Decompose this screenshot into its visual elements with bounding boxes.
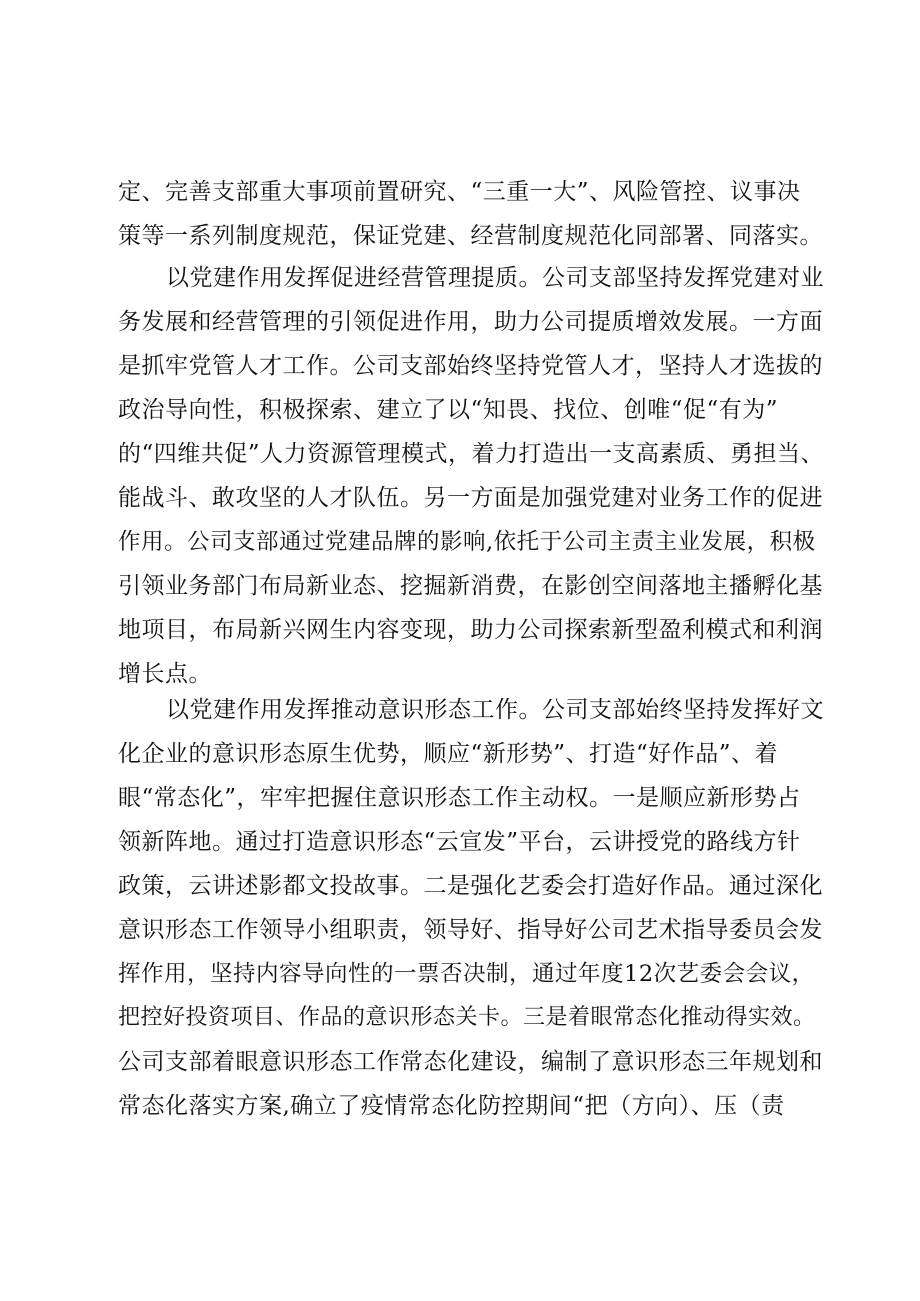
- text-line: 常态化落实方案,确立了疫情常态化防控期间“把（方向）、压（责: [118, 1093, 785, 1119]
- text-line: 政治导向性，积极探索、建立了以“知畏、找位、创唯“促“有为”: [118, 397, 779, 423]
- text-line: 定、完善支部重大事项前置研究、“三重一大”、风险管控、议事决: [118, 179, 801, 205]
- text-line: 领新阵地。通过打造意识形态“云宣发”平台，云讲授党的路线方针: [118, 829, 801, 855]
- paragraph-ideology-work: [118, 688, 828, 1128]
- paragraph-continuation: [118, 170, 828, 258]
- text-line: 意识形态工作领导小组职责，领导好、指导好公司艺术指导委员会发: [118, 917, 823, 943]
- text-line: 以党建作用发挥推动意识形态工作。公司支部始终坚持发挥好文: [166, 697, 824, 723]
- text-line: 能战斗、敢攻坚的人才队伍。另一方面是加强党建对业务工作的促进: [118, 485, 823, 511]
- text-line: 策等一系列制度规范，保证党建、经营制度规范化同部署、同落实。: [118, 223, 823, 249]
- text-line: 务发展和经营管理的引领促进作用，助力公司提质增效发展。一方面: [118, 309, 823, 335]
- text-line: 地项目，布局新兴网生内容变现，助力公司探索新型盈利模式和利润: [118, 617, 823, 643]
- text-line: 把控好投资项目、作品的意识形态关卡。三是着眼常态化推动得实效。: [118, 1005, 816, 1030]
- text-line: 作用。公司支部通过党建品牌的影响,依托于公司主责主业发展，积极: [118, 529, 816, 555]
- text-line: 的“四维共促”人力资源管理模式，着力打造出一支高素质、勇担当、: [118, 441, 825, 467]
- text-line: 化企业的意识形态原生优势，顺应“新形势”、打造“好作品”、着: [118, 741, 779, 767]
- text-line: 增长点。: [118, 661, 212, 687]
- text-line: 是抓牢党管人才工作。公司支部始终坚持党管人才，坚持人才选拔的: [118, 353, 823, 379]
- text-line: 眼“常态化”，牢牢把握住意识形态工作主动权。一是顺应新形势占: [118, 785, 801, 811]
- text-line: 政策，云讲述影都文投故事。二是强化艺委会打造好作品。通过深化: [118, 873, 823, 899]
- text-line: 以党建作用发挥促进经营管理提质。公司支部坚持发挥党建对业: [166, 265, 824, 291]
- text-line: 公司支部着眼意识形态工作常态化建设，编制了意识形态三年规划和: [118, 1049, 823, 1075]
- text-line: 挥作用，坚持内容导向性的一票否决制，通过年度12次艺委会会议，: [118, 961, 815, 987]
- paragraph-business-management: [118, 256, 828, 696]
- text-line: 引领业务部门布局新业态、挖掘新消费，在影创空间落地主播孵化基: [118, 573, 823, 599]
